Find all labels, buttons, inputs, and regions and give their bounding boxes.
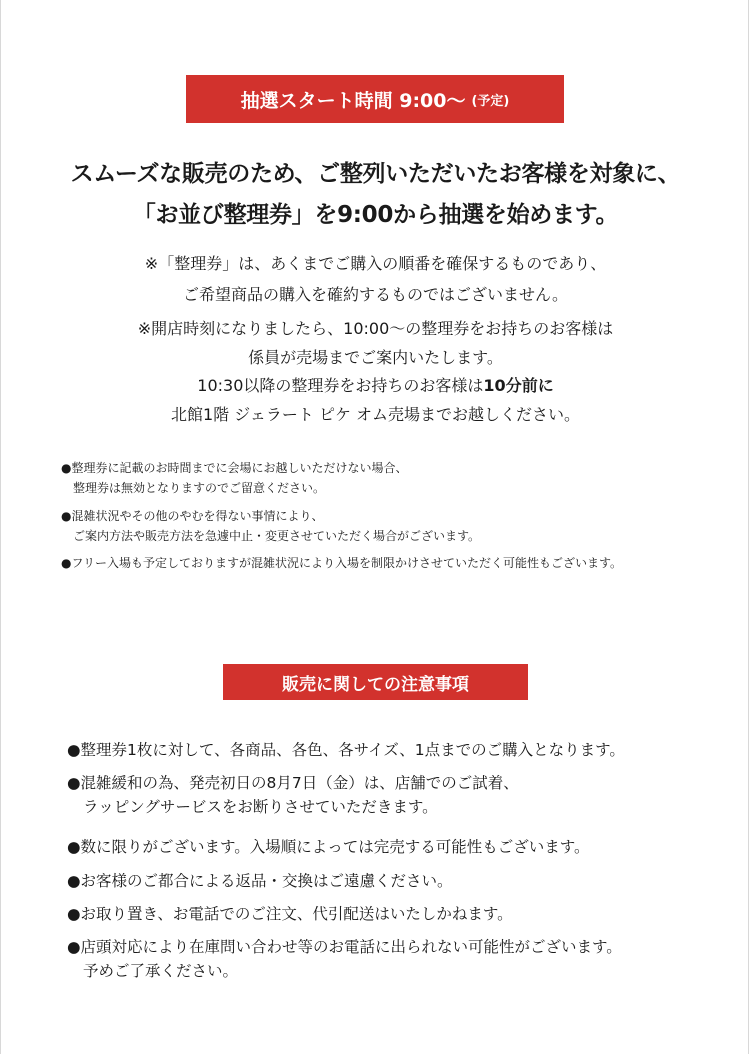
ticket-note-line-2: ご希望商品の購入を確約するものではございません。: [183, 285, 568, 304]
small-note-item: [61, 458, 407, 498]
notice-item: [67, 835, 590, 859]
opening-note-line-2: 係員が売場までご案内いたします。: [248, 348, 503, 367]
notice-line: ●整理券1枚に対して、各商品、各色、各サイズ、1点までのご購入となります。: [67, 741, 625, 759]
notice-item: [67, 902, 513, 926]
small-note-item: [61, 553, 622, 573]
opening-note-line-3-prefix: 10:30以降の整理券をお持ちのお客様は: [197, 376, 484, 395]
notice-line: ラッピングサービスをお断りさせていただきます。: [83, 798, 438, 816]
small-note-line: 整理券は無効となりますのでご留意ください。: [73, 481, 326, 495]
ticket-note-line-1: ※「整理券」は、あくまでご購入の順番を確保するものであり、: [144, 254, 607, 273]
notice-item: [67, 869, 453, 893]
opening-note-line-1: ※開店時刻になりましたら、10:00〜の整理券をお持ちのお客様は: [137, 319, 614, 338]
notice-line: 予めご了承ください。: [83, 962, 239, 980]
sales-notice-banner: [223, 664, 528, 700]
sales-notice-label: 販売に関しての注意事項: [282, 674, 469, 695]
notice-item: [67, 738, 625, 762]
lottery-start-banner: [186, 75, 564, 123]
small-note-line: ●整理券に記載のお時間までに会場にお越しいただけない場合、: [61, 461, 408, 475]
notice-line: ●お客様のご都合による返品・交換はご遠慮ください。: [67, 872, 453, 890]
opening-note-line-3-bold: 10分前に: [483, 376, 554, 395]
small-note-line: ●フリー入場も予定しておりますが混雑状況により入場を制限かけさせていただく可能性もございます。: [61, 556, 623, 570]
small-note-line: ●混雑状況やその他のやむを得ない事情により、: [61, 509, 324, 523]
notice-item: [67, 935, 622, 983]
opening-note-line-4: 北館1階 ジェラート ピケ オム売場までお越しください。: [170, 405, 581, 424]
notice-line: ●数に限りがございます。入場順によっては完売する可能性もございます。: [67, 838, 590, 856]
notice-line: ●店頭対応により在庫問い合わせ等のお電話に出られない可能性がございます。: [67, 938, 622, 956]
small-note-item: [61, 506, 480, 546]
lottery-start-suffix: (予定): [471, 93, 510, 109]
small-note-line: ご案内方法や販売方法を急遽中止・変更させていただく場合がございます。: [73, 529, 481, 543]
headline-line-2: 「お並び整理券」を9:00から抽選を始めます。: [132, 202, 619, 228]
notice-item: [67, 771, 519, 819]
opening-note-line-3: [1, 373, 749, 396]
headline-line-1: スムーズな販売のため、ご整列いただいたお客様を対象に、: [70, 161, 681, 187]
notice-line: ●お取り置き、お電話でのご注文、代引配送はいたしかねます。: [67, 905, 513, 923]
notice-line: ●混雑緩和の為、発売初日の8月7日（金）は、店舗でのご試着、: [67, 774, 519, 792]
lottery-start-label: 抽選スタート時間 9:00〜: [240, 89, 466, 112]
